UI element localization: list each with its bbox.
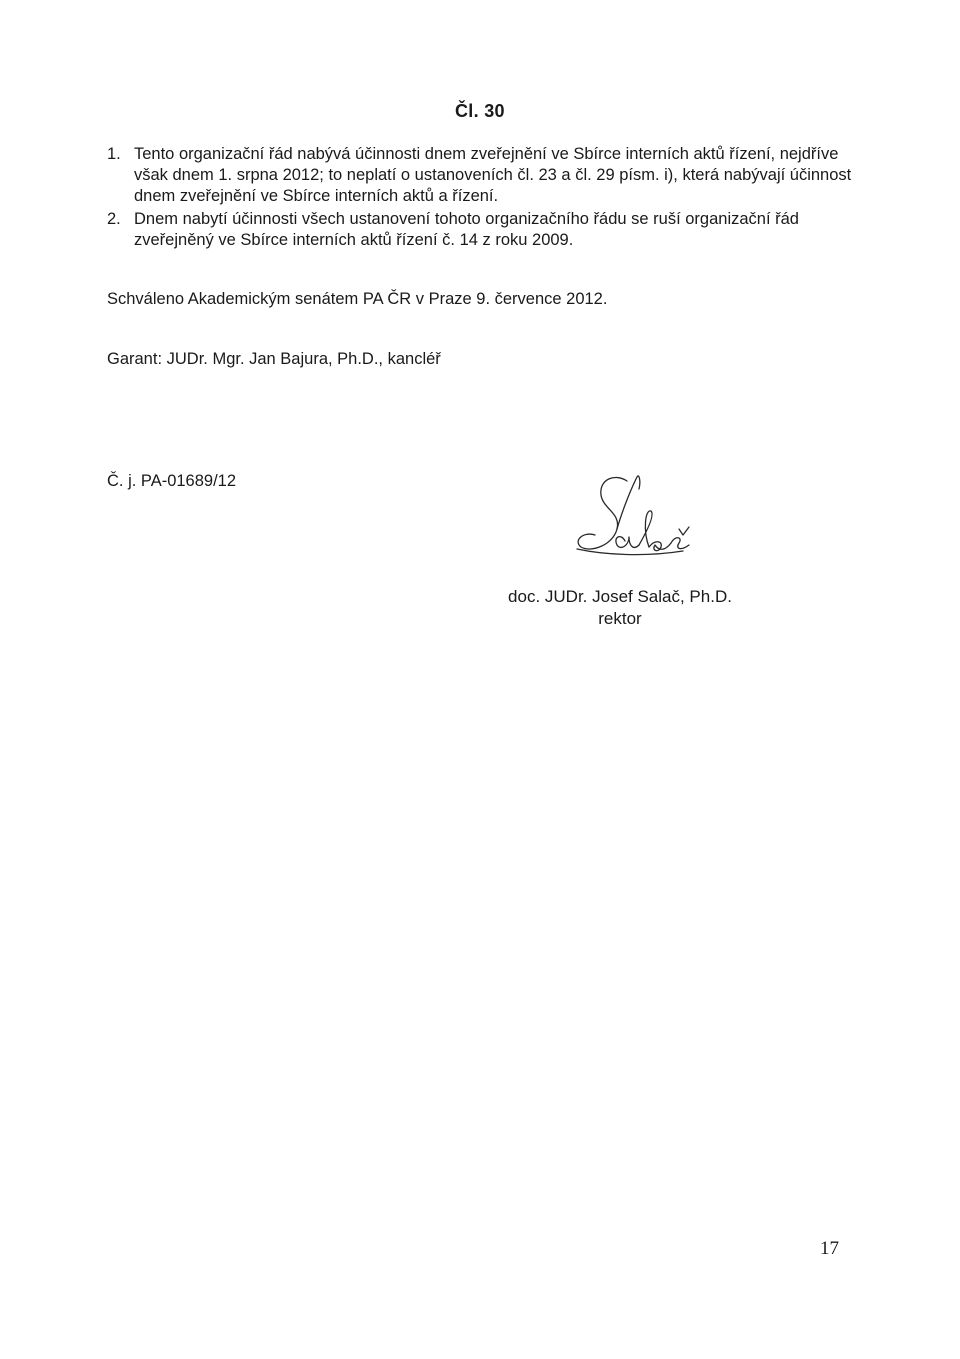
handwritten-signature <box>555 465 715 585</box>
signatory-block <box>470 586 770 630</box>
signatory-name: doc. JUDr. Josef Salač, Ph.D. <box>508 587 732 606</box>
guarantor-line: Garant: JUDr. Mgr. Jan Bajura, Ph.D., kancléř <box>107 350 441 368</box>
clause-2 <box>107 209 867 251</box>
article-heading: Čl. 30 <box>455 101 505 121</box>
approval-statement: Schváleno Akademickým senátem PA ČR v Praze 9. července 2012. <box>107 290 608 308</box>
signatory-title: rektor <box>598 609 642 628</box>
clause-1 <box>107 144 867 207</box>
clause-1-number: 1. <box>107 145 121 163</box>
page-number: 17 <box>820 1238 839 1259</box>
clause-2-text: Dnem nabytí účinnosti všech ustanovení tohoto organizačního řádu se ruší organizační řád zveřejněný ve Sbírce interních aktů řízení č. 14 z roku 2009. <box>134 210 799 249</box>
clause-2-number: 2. <box>107 210 121 228</box>
clause-1-text: Tento organizační řád nabývá účinnosti dnem zveřejnění ve Sbírce interních aktů řízení, nejdříve však dnem 1. srpna 2012; to neplatí o ustanoveních čl. 23 a čl. 29 písm. i), která nabývají účinnost dnem zveřejnění ve Sbírce interních aktů a řízení. <box>134 145 852 205</box>
reference-number: Č. j. PA-01689/12 <box>107 472 237 490</box>
